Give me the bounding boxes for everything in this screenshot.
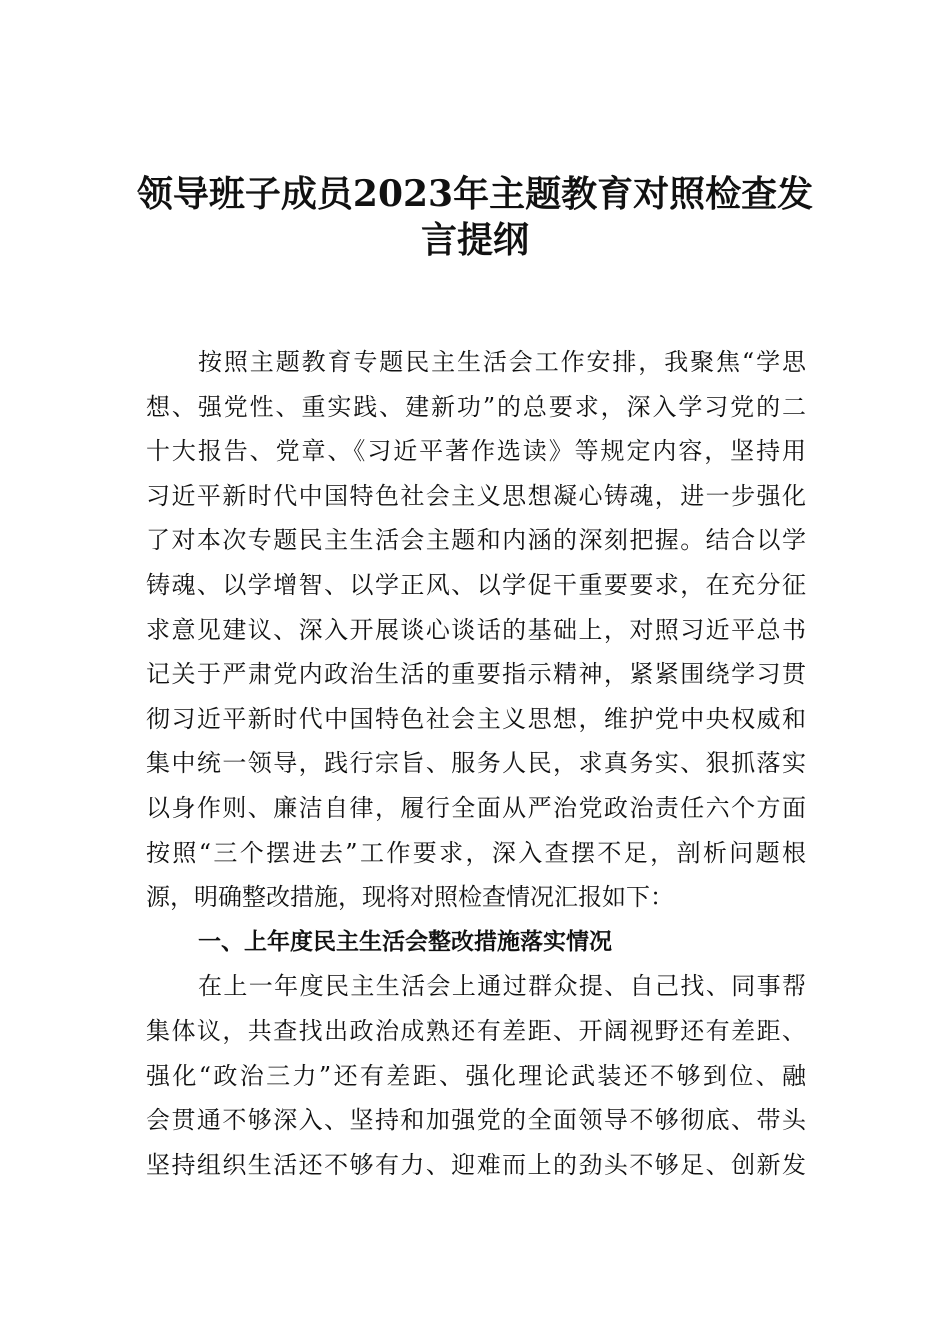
document-body xyxy=(146,340,806,1187)
paragraph-intro xyxy=(146,340,806,920)
paragraph-line: 十大报告、党章、《习近平著作选读》等规定内容，坚持用 xyxy=(146,437,806,466)
paragraph-section-1 xyxy=(146,964,806,1187)
paragraph-line: 坚持组织生活还不够有力、迎难而上的劲头不够足、创新发 xyxy=(146,1150,806,1179)
paragraph-line: 集中统一领导，践行宗旨、服务人民，求真务实、狠抓落实 xyxy=(146,749,806,778)
paragraph-line: 在上一年度民主生活会上通过群众提、自己找、同事帮 xyxy=(198,972,806,1001)
paragraph-line: 记关于严肃党内政治生活的重要指示精神，紧紧围绕学习贯 xyxy=(146,660,806,689)
paragraph-line: 会贯通不够深入、坚持和加强党的全面领导不够彻底、带头 xyxy=(146,1106,806,1135)
paragraph-line: 集体议，共查找出政治成熟还有差距、开阔视野还有差距、 xyxy=(146,1016,806,1045)
paragraph-line: 求意见建议、深入开展谈心谈话的基础上，对照习近平总书 xyxy=(146,615,806,644)
paragraph-line: 以身作则、廉洁自律，履行全面从严治党政治责任六个方面 xyxy=(146,793,806,822)
document-title-line-1: 领导班子成员2023年主题教育对照检查发 xyxy=(136,173,814,215)
document-title-line-2: 言提纲 xyxy=(420,219,529,261)
paragraph-line: 想、强党性、重实践、建新功”的总要求，深入学习党的二 xyxy=(146,392,806,421)
paragraph-line: 彻习近平新时代中国特色社会主义思想，维护党中央权威和 xyxy=(146,704,806,733)
paragraph-line: 按照主题教育专题民主生活会工作安排，我聚焦“学思 xyxy=(198,348,806,376)
paragraph-line: 强化“政治三力”还有差距、强化理论武装还不够到位、融 xyxy=(146,1061,806,1090)
paragraph-line: 习近平新时代中国特色社会主义思想凝心铸魂，进一步强化 xyxy=(146,481,806,510)
paragraph-line: 了对本次专题民主生活会主题和内涵的深刻把握。结合以学 xyxy=(146,526,806,555)
paragraph-line: 源，明确整改措施，现将对照检查情况汇报如下： xyxy=(146,883,674,912)
section-heading: 一、上年度民主生活会整改措施落实情况 xyxy=(198,928,612,955)
paragraph-line: 铸魂、以学增智、以学正风、以学促干重要要求，在充分征 xyxy=(146,570,806,599)
paragraph-line: 按照“三个摆进去”工作要求，深入查摆不足，剖析问题根 xyxy=(146,838,806,867)
